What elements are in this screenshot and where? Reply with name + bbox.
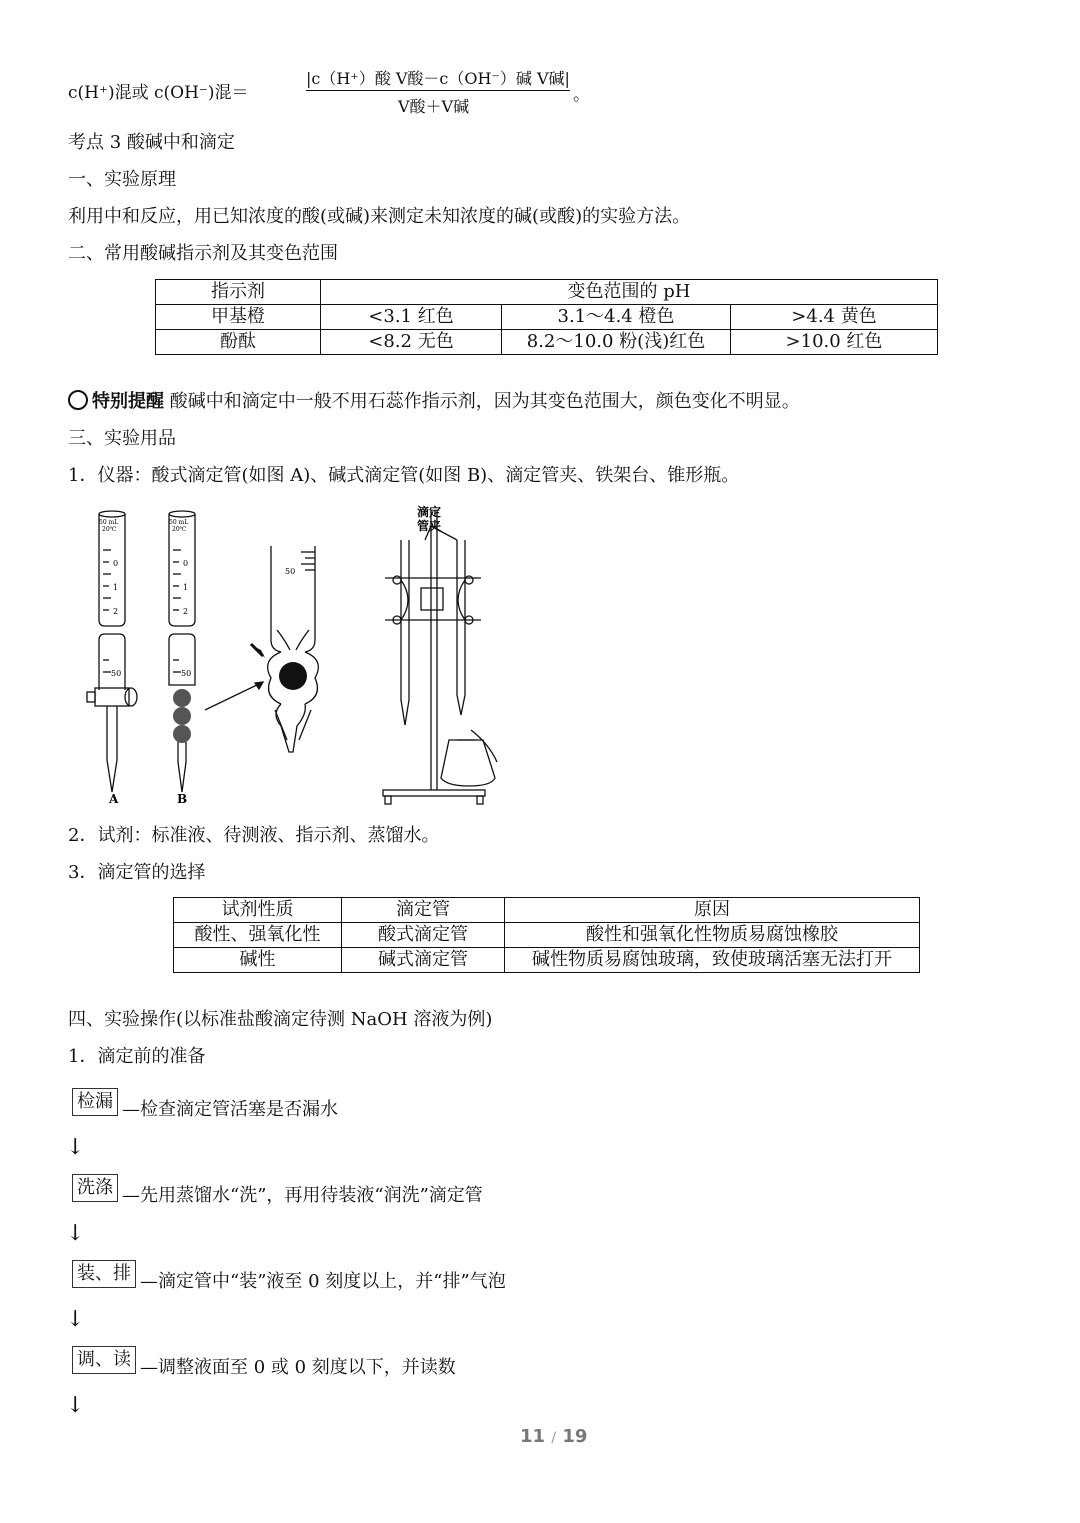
table-cell: 甲基橙 (156, 305, 321, 330)
burette-table (173, 897, 920, 973)
table-cell: 酸性和强氧化性物质易腐蚀橡胶 (505, 923, 920, 948)
rubber-bead (173, 725, 191, 743)
flow-step-box: 洗涤 (72, 1174, 118, 1202)
down-arrow-icon: ↓ (66, 1221, 85, 1246)
table-header-cell: 原因 (505, 898, 920, 923)
tick-label: 0 (183, 559, 189, 568)
tube-temp-label: 20℃ (172, 526, 187, 533)
rubber-valve-detail (205, 546, 318, 752)
label-b: B (177, 792, 188, 806)
table-cell: 碱性物质易腐蚀玻璃，致使玻璃活塞无法打开 (505, 948, 920, 973)
tick-label: 1 (113, 583, 119, 592)
table-header-cell: 指示剂 (156, 280, 321, 305)
total-pages: 19 (562, 1426, 588, 1447)
table-row (174, 898, 920, 923)
page-separator: / (551, 1430, 557, 1446)
tube-volume-label: 50 mL (99, 519, 119, 526)
table-cell: 酸式滴定管 (342, 923, 505, 948)
sub-preparation: 1．滴定前的准备 (68, 1046, 206, 1067)
tick-label: 50 (111, 669, 122, 678)
flow-step-box: 调、读 (72, 1346, 136, 1374)
current-page: 11 (520, 1426, 546, 1447)
indicator-table (155, 279, 938, 355)
table-header-cell: 变色范围的 pH (321, 280, 938, 305)
table-cell: <8.2 无色 (321, 330, 502, 355)
clamp-label: 滴定 (417, 505, 442, 519)
item-instruments: 1．仪器：酸式滴定管(如图 A)、碱式滴定管(如图 B)、滴定管夹、铁架台、锥形瓶。 (68, 465, 740, 486)
smiley-icon (68, 390, 88, 410)
heading-principle: 一、实验原理 (68, 169, 176, 190)
tick-label: 0 (113, 559, 119, 568)
down-arrow-icon: ↓ (66, 1307, 85, 1332)
table-row (156, 305, 938, 330)
section-title: 考点 3 酸碱中和滴定 (68, 132, 235, 153)
table-cell: 酸性、强氧化性 (174, 923, 342, 948)
table-row (156, 330, 938, 355)
down-arrow-icon: ↓ (66, 1393, 85, 1418)
flow-step-box: 检漏 (72, 1088, 118, 1116)
heading-operation: 四、实验操作(以标准盐酸滴定待测 NaOH 溶液为例) (68, 1009, 493, 1030)
tick-label: 2 (113, 607, 119, 616)
flow-step-text: —调整液面至 0 或 0 刻度以下，并读数 (140, 1357, 456, 1378)
table-row (174, 948, 920, 973)
item-burette-choice: 3．滴定管的选择 (68, 862, 206, 883)
item-reagents: 2．试剂：标准液、待测液、指示剂、蒸馏水。 (68, 825, 440, 846)
tick-label: 50 (181, 669, 192, 678)
tick-label: 50 (285, 567, 296, 576)
heading-supplies: 三、实验用品 (68, 428, 176, 449)
table-cell: <3.1 红色 (321, 305, 502, 330)
page-indicator (520, 1426, 587, 1447)
heading-indicators: 二、常用酸碱指示剂及其变色范围 (68, 243, 338, 264)
glass-bead (279, 662, 307, 690)
mixed-concentration-formula (68, 66, 588, 118)
table-row (174, 923, 920, 948)
burette-figure (85, 500, 515, 812)
special-tip (68, 390, 800, 414)
tip-text: 酸碱中和滴定中一般不用石蕊作指示剂，因为其变色范围大，颜色变化不明显。 (169, 391, 800, 412)
formula-lhs: c(H⁺)混或 c(OH⁻)混＝ (68, 83, 249, 103)
table-cell: 酚酞 (156, 330, 321, 355)
flow-step-text: —滴定管中“装”液至 0 刻度以上，并“排”气泡 (140, 1271, 506, 1292)
table-header-cell: 试剂性质 (174, 898, 342, 923)
tick-label: 2 (183, 607, 189, 616)
table-cell: >10.0 红色 (731, 330, 938, 355)
table-cell: 8.2～10.0 粉(浅)红色 (502, 330, 731, 355)
table-header-cell: 滴定管 (342, 898, 505, 923)
table-cell: 碱式滴定管 (342, 948, 505, 973)
label-a: A (109, 792, 119, 806)
table-cell: 碱性 (174, 948, 342, 973)
table-cell: >4.4 黄色 (731, 305, 938, 330)
principle-text: 利用中和反应，用已知浓度的酸(或碱)来测定未知浓度的碱(或酸)的实验方法。 (68, 206, 691, 227)
down-arrow-icon: ↓ (66, 1135, 85, 1160)
formula-numerator: |c（H⁺）酸 V酸－c（OH⁻）碱 V碱| (306, 69, 570, 88)
clamp-label: 管夹 (417, 519, 442, 533)
tube-temp-label: 20℃ (102, 526, 117, 533)
flow-step-text: —检查滴定管活塞是否漏水 (122, 1099, 338, 1120)
formula-end: 。 (573, 85, 590, 105)
formula-denominator: V酸＋V碱 (398, 97, 470, 116)
tick-label: 1 (183, 583, 189, 592)
flow-step-text: —先用蒸馏水“洗”，再用待装液“润洗”滴定管 (122, 1185, 483, 1206)
flow-step-box: 装、排 (72, 1260, 136, 1288)
rubber-bead (173, 689, 191, 707)
tip-label: 特别提醒 (92, 391, 164, 412)
table-cell: 3.1～4.4 橙色 (502, 305, 731, 330)
iron-stand (383, 510, 497, 804)
burette-a-stopcock (87, 634, 137, 792)
fraction-bar (306, 90, 570, 91)
table-row (156, 280, 938, 305)
tube-volume-label: 50 mL (169, 519, 189, 526)
rubber-bead (173, 707, 191, 725)
